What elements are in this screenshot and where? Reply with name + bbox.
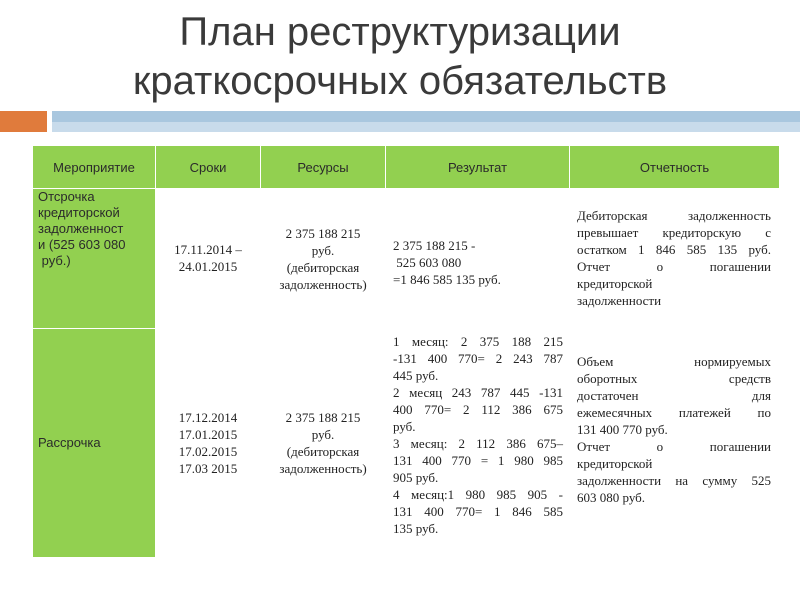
cell-line: 135 руб.	[393, 521, 439, 536]
table-row	[33, 329, 780, 558]
cell-line: 525 603 080	[393, 255, 462, 270]
cell-line: 24.01.2015	[178, 259, 238, 274]
cell-line: задолженности на сумму 525	[577, 473, 771, 488]
cell-line: достаточен для	[577, 388, 771, 403]
cell-dates	[156, 189, 261, 329]
cell-dates	[156, 329, 261, 558]
cell-reporting	[570, 329, 780, 558]
cell-line: руб.)	[38, 253, 71, 268]
cell-line: задолженности	[577, 293, 662, 308]
cell-line: Объем нормируемых	[577, 354, 771, 369]
column-header-resources: Ресурсы	[261, 146, 386, 189]
cell-line: превышает кредиторскую с	[577, 225, 771, 240]
restructuring-plan-table	[32, 145, 780, 558]
cell-line: задолженность)	[279, 461, 367, 476]
cell-line: 2 375 188 215 -	[393, 238, 476, 253]
cell-line: (дебиторская	[286, 444, 360, 459]
cell-line: -131 400 770= 2 243 787	[393, 351, 563, 366]
cell-resources	[261, 189, 386, 329]
cell-line: 131 400 770= 1 846 585	[393, 504, 563, 519]
cell-line: кредиторской	[577, 456, 653, 471]
cell-line: 1 месяц: 2 375 188 215	[393, 334, 563, 349]
cell-measure	[33, 329, 156, 558]
cell-result	[386, 189, 570, 329]
accent-bar-blue-light	[52, 122, 800, 132]
cell-measure	[33, 189, 156, 329]
cell-line: 3 месяц: 2 112 386 675–	[393, 436, 563, 451]
cell-line: Отчет о погашении	[577, 259, 771, 274]
cell-line: 603 080 руб.	[577, 490, 646, 505]
column-header-dates: Сроки	[156, 146, 261, 189]
cell-line: Дебиторская задолженность	[577, 208, 771, 223]
column-header-measure: Мероприятие	[33, 146, 156, 189]
cell-line: 905 руб.	[393, 470, 439, 485]
cell-line: остатком 1 846 585 135 руб.	[577, 242, 771, 257]
cell-line: руб.	[393, 419, 416, 434]
cell-line: и (525 603 080	[38, 237, 126, 252]
cell-line: 2 375 188 215	[285, 226, 361, 241]
cell-line: кредиторской	[38, 205, 120, 220]
cell-line: 17.11.2014 –	[174, 242, 242, 257]
cell-line: 445 руб.	[393, 368, 439, 383]
slide-title-line-2: краткосрочных обязательств	[132, 59, 668, 103]
cell-line: 131 400 770 руб.	[577, 422, 668, 437]
cell-line: =1 846 585 135 руб.	[393, 272, 501, 287]
table-header-row	[33, 146, 780, 189]
cell-line: 17.12.2014	[178, 410, 238, 425]
cell-line: 2 375 188 215	[285, 410, 361, 425]
cell-line: 400 770= 2 112 386 675	[393, 402, 563, 417]
cell-resources	[261, 329, 386, 558]
cell-line: 17.03 2015	[178, 461, 238, 476]
cell-reporting	[570, 189, 780, 329]
accent-bar-orange	[0, 111, 47, 132]
column-header-result: Результат	[386, 146, 570, 189]
cell-line: задолженност	[38, 221, 124, 236]
slide-title	[0, 8, 800, 106]
cell-line: 4 месяц:1 980 985 905 -	[393, 487, 563, 502]
cell-line: кредиторской	[577, 276, 653, 291]
cell-result	[386, 329, 570, 558]
cell-line: 131 400 770 = 1 980 985	[393, 453, 563, 468]
table-row	[33, 189, 780, 329]
slide-title-line-1: План реструктуризации	[179, 10, 621, 54]
cell-line: 17.01.2015	[178, 427, 238, 442]
cell-line: задолженность)	[279, 277, 367, 292]
accent-bar-blue	[52, 111, 800, 122]
cell-line: руб.	[311, 427, 335, 442]
cell-line: Отчет о погашении	[577, 439, 771, 454]
cell-line: ежемесячных платежей по	[577, 405, 771, 420]
cell-line: Рассрочка	[38, 435, 101, 450]
column-header-reporting: Отчетность	[570, 146, 780, 189]
cell-line: оборотных средств	[577, 371, 771, 386]
cell-line: 17.02.2015	[178, 444, 238, 459]
cell-line: Отсрочка	[38, 189, 95, 204]
cell-line: 2 месяц 243 787 445 -131	[393, 385, 563, 400]
cell-line: руб.	[311, 243, 335, 258]
cell-line: (дебиторская	[286, 260, 360, 275]
